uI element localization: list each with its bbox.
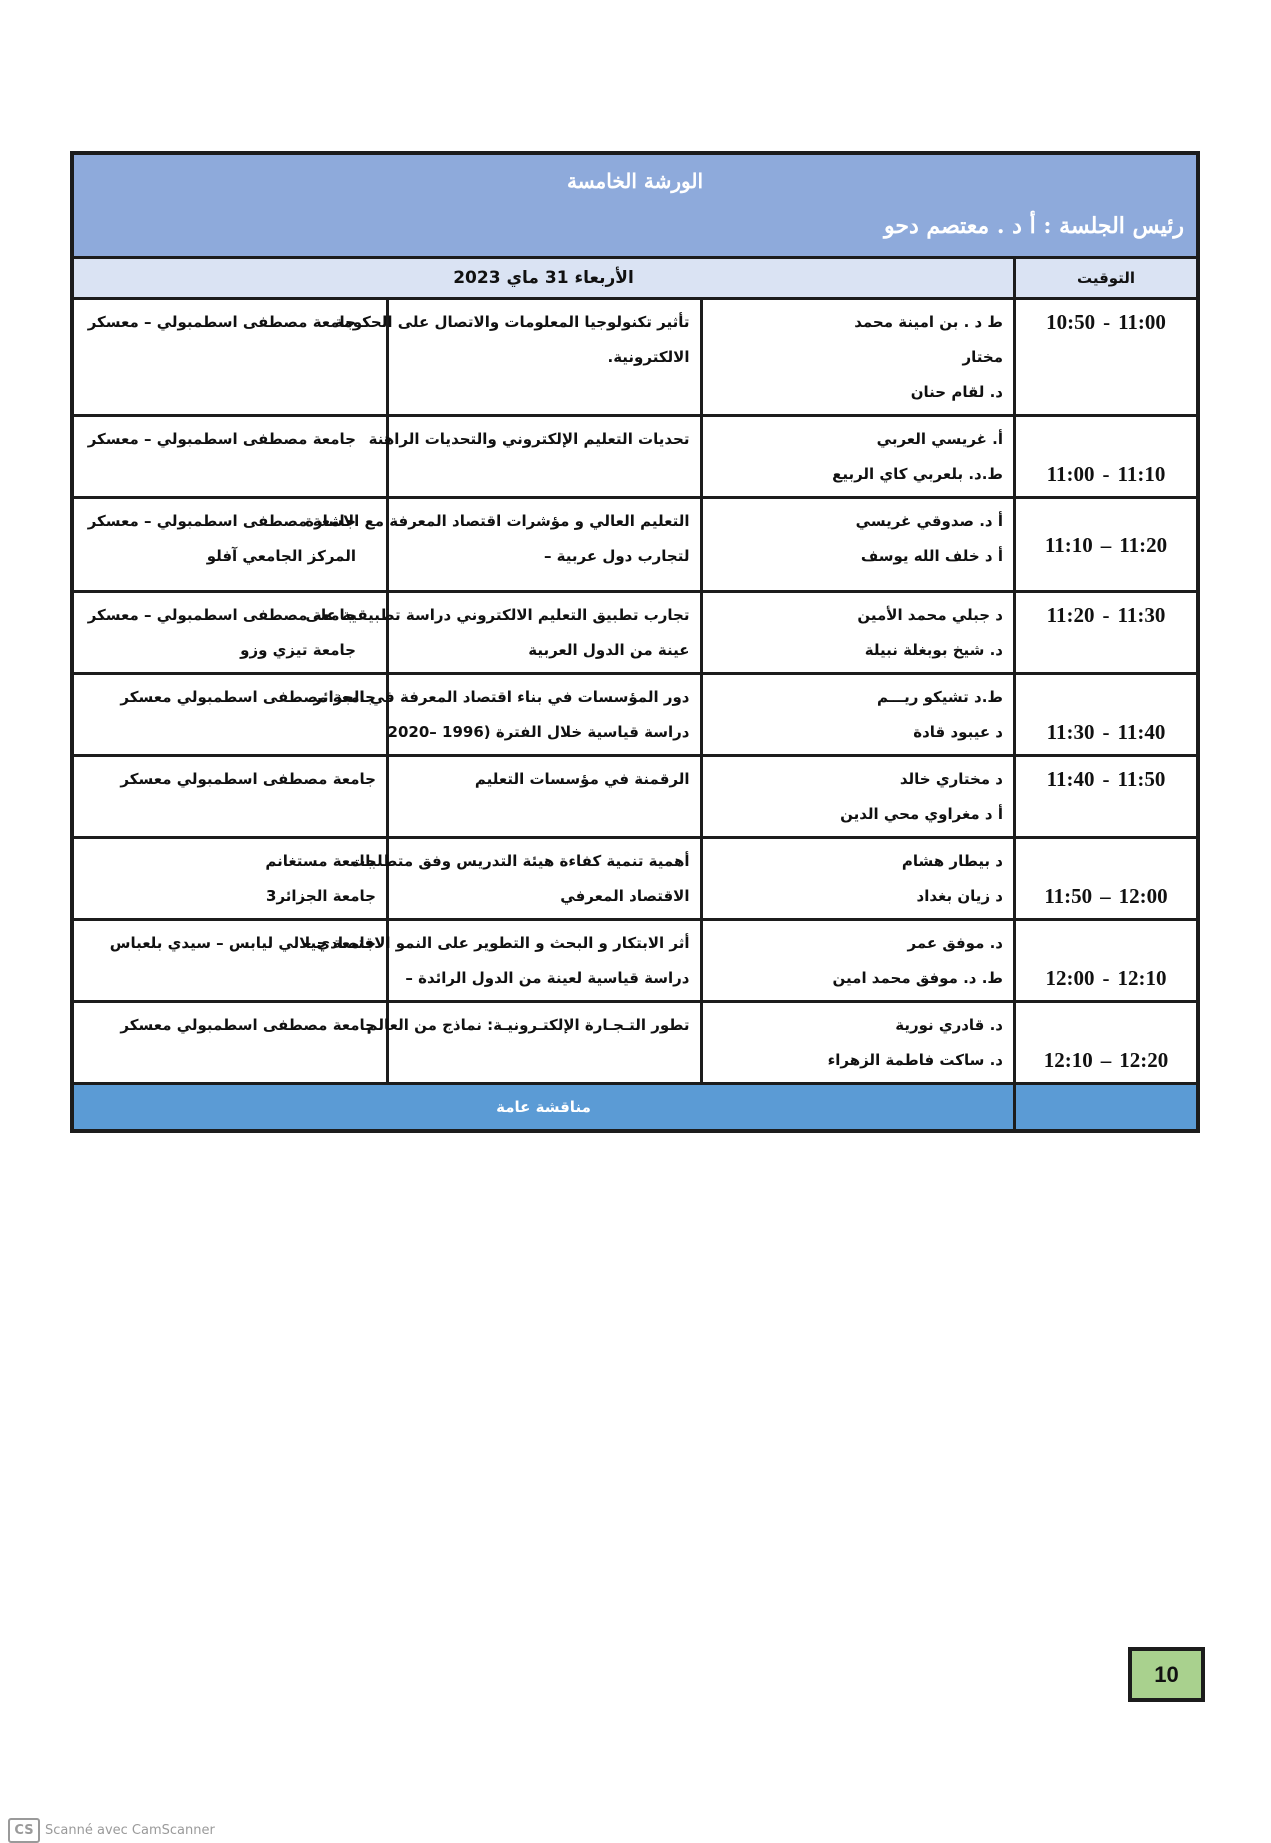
workshop-title: الورشة الخامسة <box>566 169 703 193</box>
time-range <box>1016 523 1196 567</box>
institution-text <box>74 757 386 801</box>
time-range <box>1016 710 1196 754</box>
topic-cell <box>334 299 702 416</box>
institution-line: جامعة مستغانم <box>265 852 376 870</box>
topic-cell <box>313 674 702 756</box>
page-number: 10 <box>1128 1647 1205 1702</box>
speaker-name: ط د . بن امينة محمد <box>854 313 1003 331</box>
table-row <box>74 592 1196 674</box>
speakers-list <box>703 499 1014 578</box>
workshop-header <box>74 155 1196 259</box>
institution-text <box>74 593 386 672</box>
speaker-name: د. موفق عمر <box>907 934 1003 952</box>
institution-text <box>74 1003 386 1047</box>
speakers-cell <box>701 498 1015 592</box>
time-range <box>1016 956 1196 1000</box>
time-cell <box>1015 756 1197 838</box>
speakers-cell <box>701 756 1015 838</box>
speaker-name: د عيبود قادة <box>913 723 1003 741</box>
time-separator: – <box>1100 1048 1112 1072</box>
time-separator: – <box>1100 532 1112 557</box>
topic-line: أهمية تنمية كفاءة هيئة التدريس وفق متطلبات <box>350 852 690 870</box>
general-discussion: مناقشة عامة <box>74 1084 1015 1130</box>
table-header-row <box>74 259 1196 299</box>
institution-line: جامعة مصطفى اسطمبولي معسكر <box>120 1016 376 1034</box>
workshop-schedule <box>70 151 1200 1133</box>
speaker-name: ط. د. موفق محمد امين <box>832 969 1003 987</box>
time-start: 10:50 <box>1046 310 1096 334</box>
discussion-row <box>74 1084 1196 1130</box>
time-end: 12:10 <box>1117 966 1167 990</box>
speaker-name: ط.د. بلعربي كاي الربيع <box>832 465 1003 483</box>
speakers-list <box>703 417 1014 496</box>
institution-text <box>74 300 386 344</box>
table-row <box>74 838 1196 920</box>
institution-text <box>74 921 386 965</box>
topic-text <box>366 1003 700 1047</box>
camscanner-logo-icon: CS <box>8 1818 40 1843</box>
time-end: 11:30 <box>1117 603 1166 627</box>
topic-text <box>350 839 700 918</box>
table-row <box>74 416 1196 498</box>
time-start: 12:00 <box>1045 966 1095 990</box>
speaker-name: د. لقام حنان <box>910 383 1003 401</box>
speakers-list <box>703 675 1014 754</box>
discussion-time-cell <box>1015 1084 1197 1130</box>
topic-text <box>305 593 700 672</box>
time-range <box>1016 757 1196 801</box>
time-separator: – <box>1100 884 1111 908</box>
speaker-name: مختار <box>962 348 1003 366</box>
institution-cell <box>74 416 388 498</box>
time-separator: - <box>1102 603 1110 627</box>
speakers-cell <box>701 299 1015 416</box>
time-end: 12:20 <box>1119 1048 1169 1072</box>
schedule-table <box>74 259 1196 1129</box>
speakers-list <box>703 1003 1014 1082</box>
speaker-name: د. ساكت فاطمة الزهراء <box>827 1051 1003 1069</box>
time-start: 11:30 <box>1046 720 1095 744</box>
institution-line: جامعة مصطفى اسطمبولي معسكر <box>120 688 376 706</box>
table-row <box>74 299 1196 416</box>
scanner-footer <box>8 1818 215 1843</box>
time-range <box>1016 452 1196 496</box>
topic-text <box>313 675 700 754</box>
institution-cell <box>74 756 388 838</box>
topic-line: تحديات التعليم الإلكتروني والتحديات الراهنة <box>368 430 690 448</box>
institution-line: المركز الجامعي آفلو <box>206 547 356 565</box>
institution-line: جامعة مصطفى اسطمبولي – معسكر <box>87 606 356 624</box>
time-separator: - <box>1102 720 1110 744</box>
time-cell <box>1015 674 1197 756</box>
topic-cell <box>305 592 702 674</box>
speaker-name: د مختاري خالد <box>899 770 1003 788</box>
institution-line: جامعة جيلالي ليابس – سيدي بلعباس <box>109 934 376 952</box>
topic-line: الالكترونية. <box>607 348 690 366</box>
time-end: 11:00 <box>1118 310 1166 334</box>
topic-cell <box>350 838 702 920</box>
topic-line: الرقمنة في مؤسسات التعليم <box>474 770 690 788</box>
time-cell <box>1015 416 1197 498</box>
speakers-cell <box>701 1002 1015 1084</box>
time-cell <box>1015 498 1197 592</box>
topic-cell <box>388 756 702 838</box>
time-range <box>1016 593 1196 637</box>
institution-line: جامعة مصطفى اسطمبولي – معسكر <box>87 430 356 448</box>
speaker-name: أ. غريسي العربي <box>876 430 1003 448</box>
speaker-name: د بيطار هشام <box>901 852 1003 870</box>
topic-cell <box>366 1002 702 1084</box>
speakers-cell <box>701 592 1015 674</box>
topic-line: التعليم العالي و مؤشرات اقتصاد المعرفة مع الاشارة <box>305 512 690 530</box>
speakers-cell <box>701 674 1015 756</box>
speakers-list <box>703 839 1014 918</box>
institution-cell <box>74 674 388 756</box>
time-range <box>1016 874 1196 918</box>
topic-line: دراسة قياسية خلال الفترة (1996 –2020 <box>387 723 690 741</box>
topic-line: لتجارب دول عربية – <box>543 547 690 565</box>
topic-line: دور المؤسسات في بناء اقتصاد المعرفة في الجزائر <box>313 688 690 706</box>
time-end: 11:50 <box>1117 767 1166 791</box>
institution-text <box>74 675 386 719</box>
time-cell <box>1015 299 1197 416</box>
speaker-name: د. شيخ بوبغلة نبيلة <box>864 641 1003 659</box>
speaker-name: د جبلي محمد الأمين <box>857 606 1003 624</box>
institution-cell <box>74 920 388 1002</box>
topic-text <box>303 921 700 1000</box>
topic-line: تأثير تكنولوجيا المعلومات والاتصال على الحكومة <box>334 313 690 331</box>
table-row <box>74 674 1196 756</box>
institution-cell <box>74 498 388 592</box>
time-start: 11:00 <box>1046 462 1095 486</box>
session-chair: رئيس الجلسة : أ د . معتصم دحو <box>884 213 1184 239</box>
speakers-list <box>703 921 1014 1000</box>
speaker-name: أ د مغراوي محي الدين <box>840 805 1003 823</box>
institution-line: جامعة مصطفى اسطمبولي معسكر <box>120 770 376 788</box>
speakers-list <box>703 757 1014 836</box>
time-start: 12:10 <box>1043 1048 1093 1072</box>
time-cell <box>1015 1002 1197 1084</box>
topic-text <box>389 757 700 801</box>
institution-cell <box>74 838 388 920</box>
topic-line: تطور التـجـارة الإلكتـرونيـة: نماذج من العالم <box>366 1016 690 1034</box>
topic-cell <box>305 498 702 592</box>
time-start: 11:40 <box>1046 767 1095 791</box>
table-row <box>74 756 1196 838</box>
time-cell <box>1015 920 1197 1002</box>
speakers-list <box>703 593 1014 672</box>
institution-cell <box>74 299 388 416</box>
time-separator: - <box>1103 310 1111 334</box>
time-start: 11:10 <box>1044 532 1093 557</box>
scanner-footer-text: Scanné avec CamScanner <box>45 1823 215 1838</box>
speaker-name: د. قادري نورية <box>895 1016 1003 1034</box>
time-start: 11:50 <box>1044 884 1093 908</box>
time-range <box>1016 300 1196 344</box>
speaker-name: د زيان بغداد <box>916 887 1003 905</box>
time-separator: - <box>1102 767 1110 791</box>
time-separator: - <box>1102 966 1110 990</box>
session-date: الأربعاء 31 ماي 2023 <box>74 259 1015 299</box>
time-separator: - <box>1102 462 1110 486</box>
time-cell <box>1015 592 1197 674</box>
time-start: 11:20 <box>1046 603 1095 627</box>
institution-text <box>74 839 386 918</box>
time-column-header: التوقيت <box>1015 259 1197 299</box>
institution-line: جامعة مصطفى اسطمبولي – معسكر <box>87 512 356 530</box>
institution-line: جامعة مصطفى اسطمبولي – معسكر <box>87 313 356 331</box>
institution-line: جامعة الجزائر3 <box>266 887 376 905</box>
institution-line: جامعة تيزي وزو <box>240 641 356 659</box>
speakers-list <box>703 300 1014 414</box>
institution-text <box>74 499 386 578</box>
time-end: 11:40 <box>1117 720 1166 744</box>
topic-text <box>334 300 700 379</box>
time-end: 11:10 <box>1117 462 1166 486</box>
time-end: 12:00 <box>1118 884 1168 908</box>
institution-cell <box>74 592 388 674</box>
topic-cell <box>368 416 702 498</box>
time-cell <box>1015 838 1197 920</box>
topic-text <box>368 417 700 461</box>
speaker-name: أ د. صدوقي غريسي <box>855 512 1003 530</box>
topic-text <box>305 499 700 578</box>
topic-line: الاقتصاد المعرفي <box>560 887 690 905</box>
institution-text <box>74 417 386 461</box>
table-row <box>74 498 1196 592</box>
time-range <box>1016 1038 1196 1082</box>
topic-line: عينة من الدول العربية <box>528 641 690 659</box>
topic-cell <box>303 920 702 1002</box>
speakers-cell <box>701 838 1015 920</box>
time-end: 11:20 <box>1119 532 1168 557</box>
topic-line: تجارب تطبيق التعليم الالكتروني دراسة تطبيقية على <box>305 606 690 624</box>
speakers-cell <box>701 416 1015 498</box>
topic-line: أثر الابتكار و البحث و التطوير على النمو الاقتصادي – <box>303 934 690 952</box>
topic-line: دراسة قياسية لعينة من الدول الرائدة – <box>405 969 690 987</box>
institution-cell <box>74 1002 388 1084</box>
speaker-name: أ د خلف الله يوسف <box>860 547 1003 565</box>
table-row <box>74 920 1196 1002</box>
table-row <box>74 1002 1196 1084</box>
speaker-name: ط.د تشيكو ريـــم <box>877 688 1003 706</box>
speakers-cell <box>701 920 1015 1002</box>
